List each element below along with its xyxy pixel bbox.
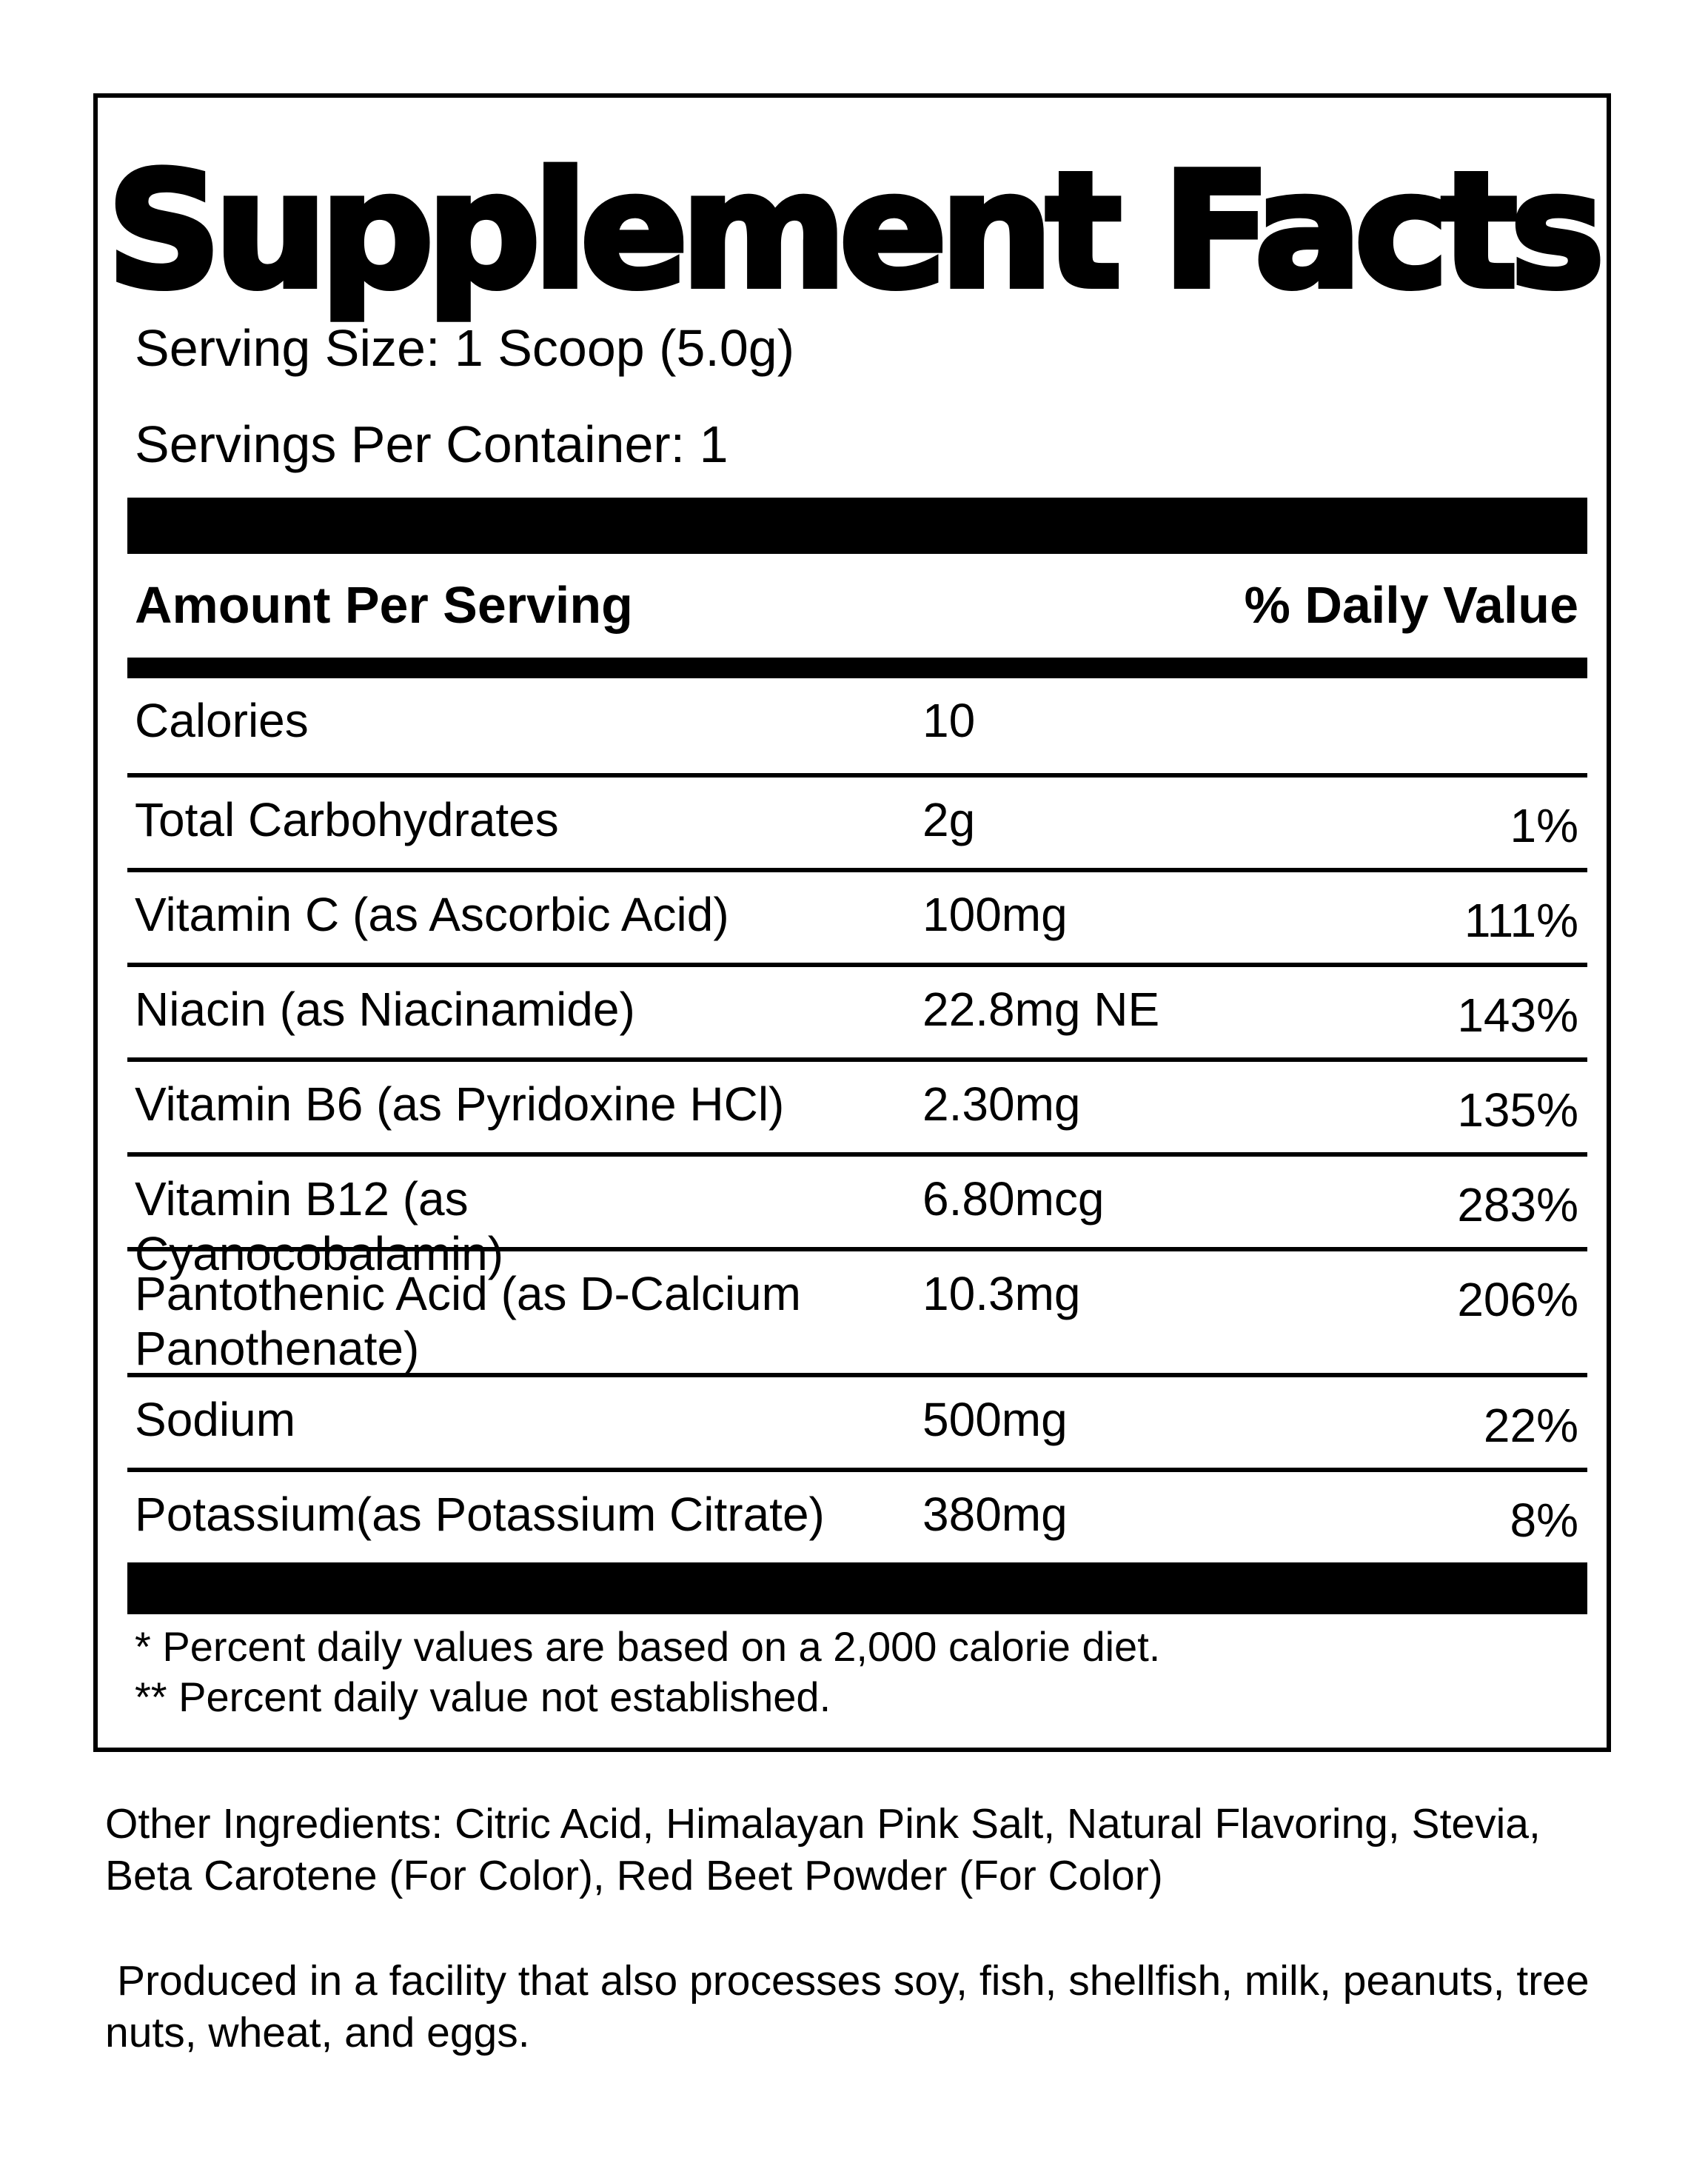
nutrient-row bbox=[127, 1247, 1587, 1373]
supplement-facts-panel bbox=[93, 93, 1611, 1752]
nutrient-daily-value: 8% bbox=[1510, 1494, 1578, 1547]
panel-title: Supplement Facts bbox=[107, 138, 1598, 324]
nutrient-amount: 10.3mg bbox=[922, 1267, 1081, 1320]
nutrient-name: Vitamin B6 (as Pyridoxine HCl) bbox=[135, 1077, 785, 1131]
other-ingredients: Other Ingredients: Citric Acid, Himalayan Pink Salt, Natural Flavoring, Stevia, Beta Carotene (For Color), Red Beet Powder (For Color) bbox=[105, 1800, 1541, 1899]
amount-per-serving-header: Amount Per Serving bbox=[135, 576, 633, 634]
nutrient-row bbox=[127, 963, 1587, 1057]
nutrient-amount: 380mg bbox=[922, 1488, 1068, 1541]
nutrient-daily-value: 143% bbox=[1457, 989, 1578, 1042]
nutrient-row bbox=[127, 868, 1587, 963]
allergen-statement: Produced in a facility that also processes soy, fish, shellfish, milk, peanuts, tree nuts, wheat, and eggs. bbox=[105, 1957, 1590, 2056]
nutrient-name: Calories bbox=[135, 694, 309, 747]
nutrient-daily-value: 111% bbox=[1464, 894, 1578, 947]
nutrient-amount: 10 bbox=[922, 694, 976, 747]
nutrient-daily-value: 135% bbox=[1457, 1083, 1578, 1137]
nutrient-name: Potassium(as Potassium Citrate) bbox=[135, 1488, 825, 1541]
nutrient-row bbox=[127, 1468, 1587, 1562]
nutrient-amount: 2g bbox=[922, 793, 976, 846]
nutrient-amount: 500mg bbox=[922, 1393, 1068, 1446]
daily-value-header: % Daily Value bbox=[1244, 576, 1578, 634]
footnotes bbox=[135, 1622, 1160, 1722]
nutrient-daily-value: 283% bbox=[1457, 1178, 1578, 1231]
thick-divider-bottom bbox=[127, 1562, 1587, 1614]
nutrient-daily-value: 1% bbox=[1510, 799, 1578, 852]
thick-divider-top bbox=[127, 498, 1587, 554]
nutrient-row bbox=[127, 678, 1587, 773]
nutrient-name: Vitamin B12 (as Cyanocobalamin) bbox=[135, 1172, 504, 1280]
nutrient-daily-value: 22% bbox=[1483, 1399, 1578, 1452]
nutrient-amount: 22.8mg NE bbox=[922, 983, 1160, 1036]
nutrient-table bbox=[127, 678, 1587, 1562]
serving-size: Serving Size: 1 Scoop (5.0g) bbox=[135, 319, 795, 377]
nutrient-amount: 100mg bbox=[922, 888, 1068, 941]
servings-per-container: Servings Per Container: 1 bbox=[135, 415, 729, 473]
nutrient-daily-value: 206% bbox=[1457, 1273, 1578, 1326]
nutrient-name: Niacin (as Niacinamide) bbox=[135, 983, 635, 1036]
nutrient-amount: 2.30mg bbox=[922, 1077, 1081, 1131]
nutrient-row bbox=[127, 1373, 1587, 1468]
nutrient-amount: 6.80mcg bbox=[922, 1172, 1105, 1226]
footnote-not-established: ** Percent daily value not established. bbox=[135, 1674, 831, 1720]
thick-divider-header bbox=[127, 658, 1587, 678]
nutrient-name: Total Carbohydrates bbox=[135, 793, 559, 846]
nutrient-row bbox=[127, 1057, 1587, 1152]
nutrient-name: Vitamin C (as Ascorbic Acid) bbox=[135, 888, 729, 941]
column-header-row bbox=[135, 572, 1578, 638]
nutrient-name: Pantothenic Acid (as D-Calcium Panothenate) bbox=[135, 1267, 801, 1375]
nutrient-row bbox=[127, 1152, 1587, 1280]
nutrient-name: Sodium bbox=[135, 1393, 295, 1446]
footnote-daily-values: * Percent daily values are based on a 2,000 calorie diet. bbox=[135, 1623, 1161, 1670]
nutrient-row bbox=[127, 773, 1587, 868]
